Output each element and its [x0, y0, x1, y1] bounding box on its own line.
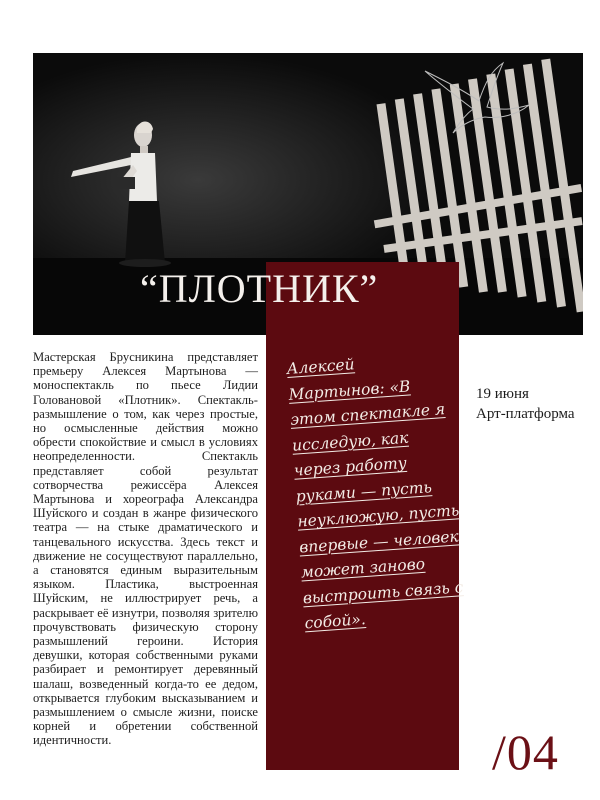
- event-date: 19 июня: [476, 386, 529, 402]
- page-title: “ПЛОТНИК”: [140, 266, 379, 311]
- page-number: /04: [492, 724, 559, 780]
- pull-quote: Алексей Мартынов: «В этом спектакле я исследую, как через работу руками — пусть неуклюжую, пусть впервые — человек может заново выстроить связь с собой».: [286, 355, 464, 633]
- event-venue: Арт-платформа: [476, 406, 575, 422]
- article-body: Мастерская Брусникина представляет премьеру Алексея Мартынова — моноспектакль по пьесе Лидии Головановой «Плотник». Спектакль-размышление о том, как через простые, но осмысленные действия можно обрести спокойствие и смысл в условиях неопределенности. Спектакль представляет собой результат сотворчества режиссёра Алексея Мартынова и хореографа Александра Шуйского и создан в жанре физического театра — на стыке драматического и танцевального искусства. Здесь текст и движение не сосуществуют параллельно, а становятся единым выразительным языком. Пластика, выстроенная Шуйским, не иллюстрирует речь, а раскрывает её изнутри, позволяя зрителю прочувствовать физическую сторону размышлений героини. История девушки, которая собственными руками разбирает и ремонтирует деревянный шалаш, возведенный когда-то ее дедом, открывается глубоким высказыванием и размышлением о смысле жизни, поиске корней и обретении собственной идентичности.: [33, 350, 258, 748]
